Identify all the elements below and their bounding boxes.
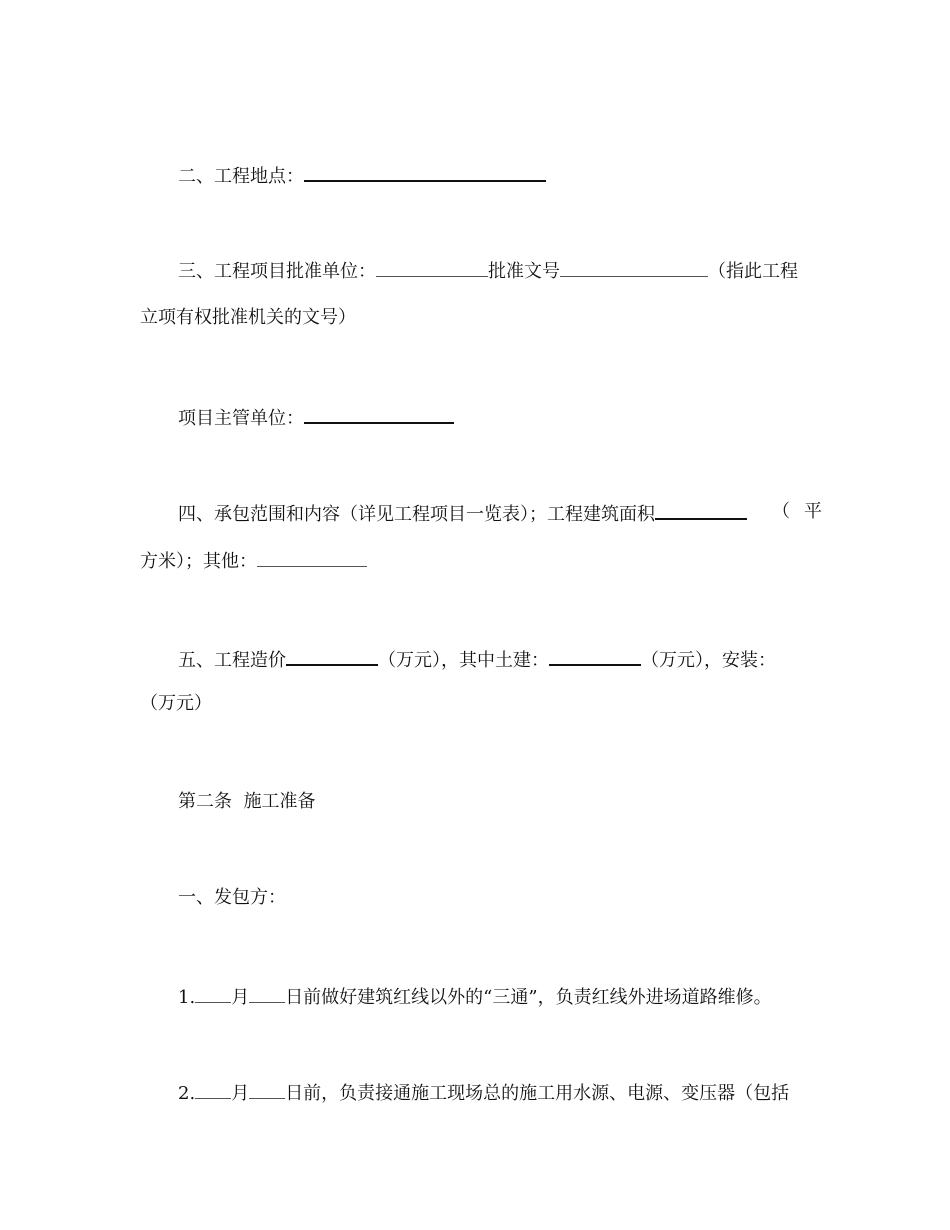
civil-works-label: （万元），其中土建： xyxy=(378,650,549,671)
scope-cont-line xyxy=(140,548,367,572)
other-blank[interactable] xyxy=(257,548,367,567)
step-2-text: 日前，负责接通施工现场总的施工用水源、电源、变压器（包括 xyxy=(285,1083,790,1104)
step-2-number: 2. xyxy=(178,1083,196,1104)
step-1-month-label: 月 xyxy=(231,987,250,1008)
approval-unit-label: 三、工程项目批准单位： xyxy=(178,261,376,282)
approval-number-blank[interactable] xyxy=(560,258,708,277)
step-2-month-blank[interactable] xyxy=(195,1080,231,1099)
floor-area-blank[interactable] xyxy=(655,500,747,520)
cost-cont: （万元） xyxy=(140,693,212,714)
civil-works-blank[interactable] xyxy=(549,646,641,666)
scope-cont: 方米）；其他： xyxy=(140,551,257,572)
employer-line xyxy=(178,886,286,910)
approval-number-label: 批准文号 xyxy=(488,261,560,282)
total-cost-blank[interactable] xyxy=(286,646,378,666)
supervisor-label: 项目主管单位： xyxy=(178,408,304,429)
step-2-month-label: 月 xyxy=(231,1083,250,1104)
article-2-title-line xyxy=(178,790,315,814)
step-1-month-blank[interactable] xyxy=(195,984,231,1003)
supervisor-blank[interactable] xyxy=(304,404,454,424)
scope-tail: （平 xyxy=(772,501,836,522)
step-1-text: 日前做好建筑红线以外的“三通”，负责红线外进场道路维修。 xyxy=(285,987,772,1008)
step-2-day-blank[interactable] xyxy=(249,1080,285,1099)
step-1-day-blank[interactable] xyxy=(249,984,285,1003)
cost-line xyxy=(178,646,776,670)
step-2-line xyxy=(178,1080,789,1104)
article-2-title: 第二条 施工准备 xyxy=(178,791,316,812)
approval-note-cont: 立项有权批准机关的文号） xyxy=(140,307,356,328)
site-location-blank[interactable] xyxy=(304,162,546,182)
approval-unit-line xyxy=(178,258,798,282)
approval-note-line xyxy=(140,306,356,330)
cost-label: 五、工程造价 xyxy=(178,650,286,671)
supervisor-line xyxy=(178,404,454,428)
site-location-label: 二、工程地点： xyxy=(178,166,304,187)
approval-note-start: （指此工程 xyxy=(708,261,798,282)
step-1-line xyxy=(178,984,772,1008)
scope-line xyxy=(178,500,747,524)
approval-unit-blank[interactable] xyxy=(376,258,488,277)
employer-label: 一、发包方： xyxy=(178,887,286,908)
cost-cont-line xyxy=(140,692,212,716)
site-location-line xyxy=(178,162,546,186)
step-1-number: 1. xyxy=(178,987,196,1008)
scope-label: 四、承包范围和内容（详见工程项目一览表）；工程建筑面积 xyxy=(178,504,655,525)
installation-label: （万元），安装： xyxy=(641,650,776,671)
scope-tail-line xyxy=(772,500,836,524)
